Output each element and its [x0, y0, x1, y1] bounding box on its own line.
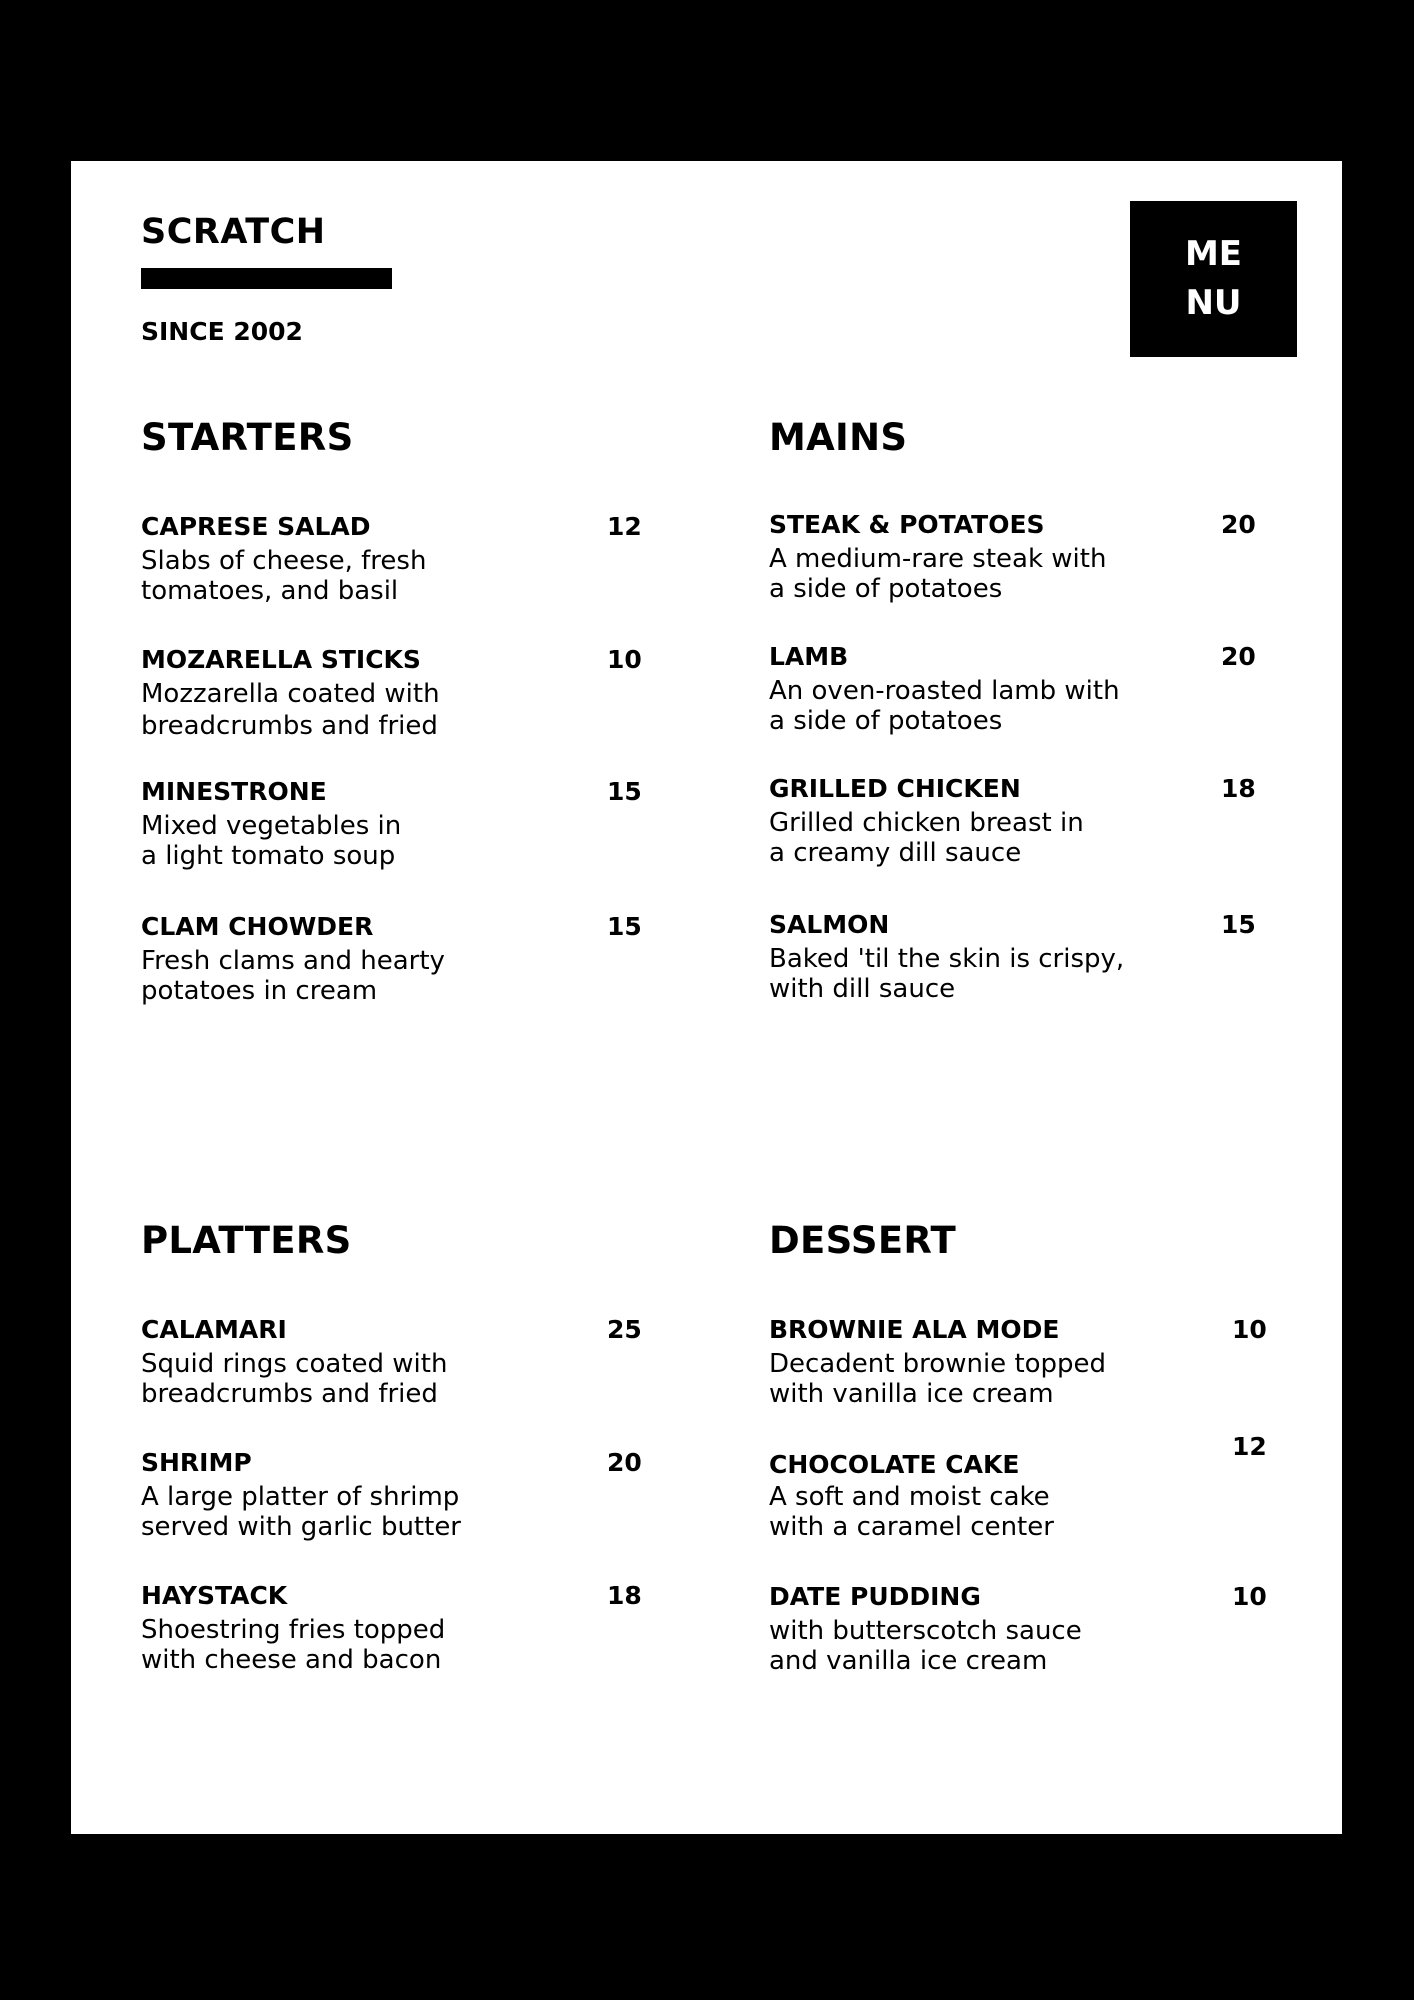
- item-price: 10: [1232, 1582, 1267, 1611]
- item-name: CALAMARI: [141, 1315, 287, 1344]
- item-desc: a light tomato soup: [141, 841, 396, 871]
- item-name: SHRIMP: [141, 1448, 252, 1477]
- item-desc: a side of potatoes: [769, 574, 1003, 604]
- item-desc: potatoes in cream: [141, 976, 378, 1006]
- item-desc: Mozzarella coated with: [141, 679, 440, 709]
- item-desc: tomatoes, and basil: [141, 576, 399, 606]
- item-desc: with butterscotch sauce: [769, 1616, 1082, 1646]
- item-price: 20: [1221, 510, 1256, 539]
- item-price: 20: [1221, 642, 1256, 671]
- item-desc: breadcrumbs and fried: [141, 711, 438, 741]
- section-title-platters: PLATTERS: [141, 1219, 352, 1262]
- item-name: BROWNIE ALA MODE: [769, 1315, 1060, 1344]
- item-desc: Shoestring fries topped: [141, 1615, 446, 1645]
- item-desc: Baked 'til the skin is crispy,: [769, 944, 1125, 974]
- item-name: MOZARELLA STICKS: [141, 645, 421, 674]
- item-desc: Squid rings coated with: [141, 1349, 448, 1379]
- item-desc: with dill sauce: [769, 974, 956, 1004]
- item-price: 15: [607, 777, 642, 806]
- menu-label-line2: NU: [1185, 283, 1242, 323]
- item-name: CAPRESE SALAD: [141, 512, 371, 541]
- item-name: DATE PUDDING: [769, 1582, 981, 1611]
- item-price: 25: [607, 1315, 642, 1344]
- item-name: CHOCOLATE CAKE: [769, 1450, 1020, 1479]
- menu-label-box: [1130, 201, 1297, 357]
- item-price: 15: [607, 912, 642, 941]
- item-price: 18: [1221, 774, 1256, 803]
- item-name: HAYSTACK: [141, 1581, 288, 1610]
- item-price: 10: [607, 645, 642, 674]
- item-desc: Mixed vegetables in: [141, 811, 402, 841]
- item-name: CLAM CHOWDER: [141, 912, 374, 941]
- item-desc: with vanilla ice cream: [769, 1379, 1054, 1409]
- item-price: 12: [607, 512, 642, 541]
- item-desc: A soft and moist cake: [769, 1482, 1050, 1512]
- item-desc: Decadent brownie topped: [769, 1349, 1107, 1379]
- section-title-mains: MAINS: [769, 416, 908, 459]
- item-desc: with a caramel center: [769, 1512, 1054, 1542]
- item-desc: served with garlic butter: [141, 1512, 461, 1542]
- menu-label-line1: ME: [1184, 234, 1243, 274]
- item-desc: a side of potatoes: [769, 706, 1003, 736]
- item-desc: An oven-roasted lamb with: [769, 676, 1120, 706]
- item-desc: with cheese and bacon: [141, 1645, 442, 1675]
- section-title-dessert: DESSERT: [769, 1219, 957, 1262]
- brand-since: SINCE 2002: [141, 317, 303, 346]
- item-price: 10: [1232, 1315, 1267, 1344]
- brand-underline-bar: [141, 268, 392, 289]
- item-name: GRILLED CHICKEN: [769, 774, 1021, 803]
- item-desc: A large platter of shrimp: [141, 1482, 460, 1512]
- item-name: MINESTRONE: [141, 777, 327, 806]
- item-desc: Slabs of cheese, fresh: [141, 546, 427, 576]
- item-desc: Grilled chicken breast in: [769, 808, 1084, 838]
- brand-name: SCRATCH: [141, 212, 326, 252]
- item-price: 12: [1232, 1432, 1267, 1461]
- item-desc: a creamy dill sauce: [769, 838, 1022, 868]
- item-name: STEAK & POTATOES: [769, 510, 1045, 539]
- section-title-starters: STARTERS: [141, 416, 354, 459]
- item-name: LAMB: [769, 642, 849, 671]
- item-desc: and vanilla ice cream: [769, 1646, 1048, 1676]
- item-desc: A medium-rare steak with: [769, 544, 1107, 574]
- item-name: SALMON: [769, 910, 890, 939]
- item-desc: Fresh clams and hearty: [141, 946, 445, 976]
- item-price: 20: [607, 1448, 642, 1477]
- item-price: 18: [607, 1581, 642, 1610]
- item-price: 15: [1221, 910, 1256, 939]
- item-desc: breadcrumbs and fried: [141, 1379, 438, 1409]
